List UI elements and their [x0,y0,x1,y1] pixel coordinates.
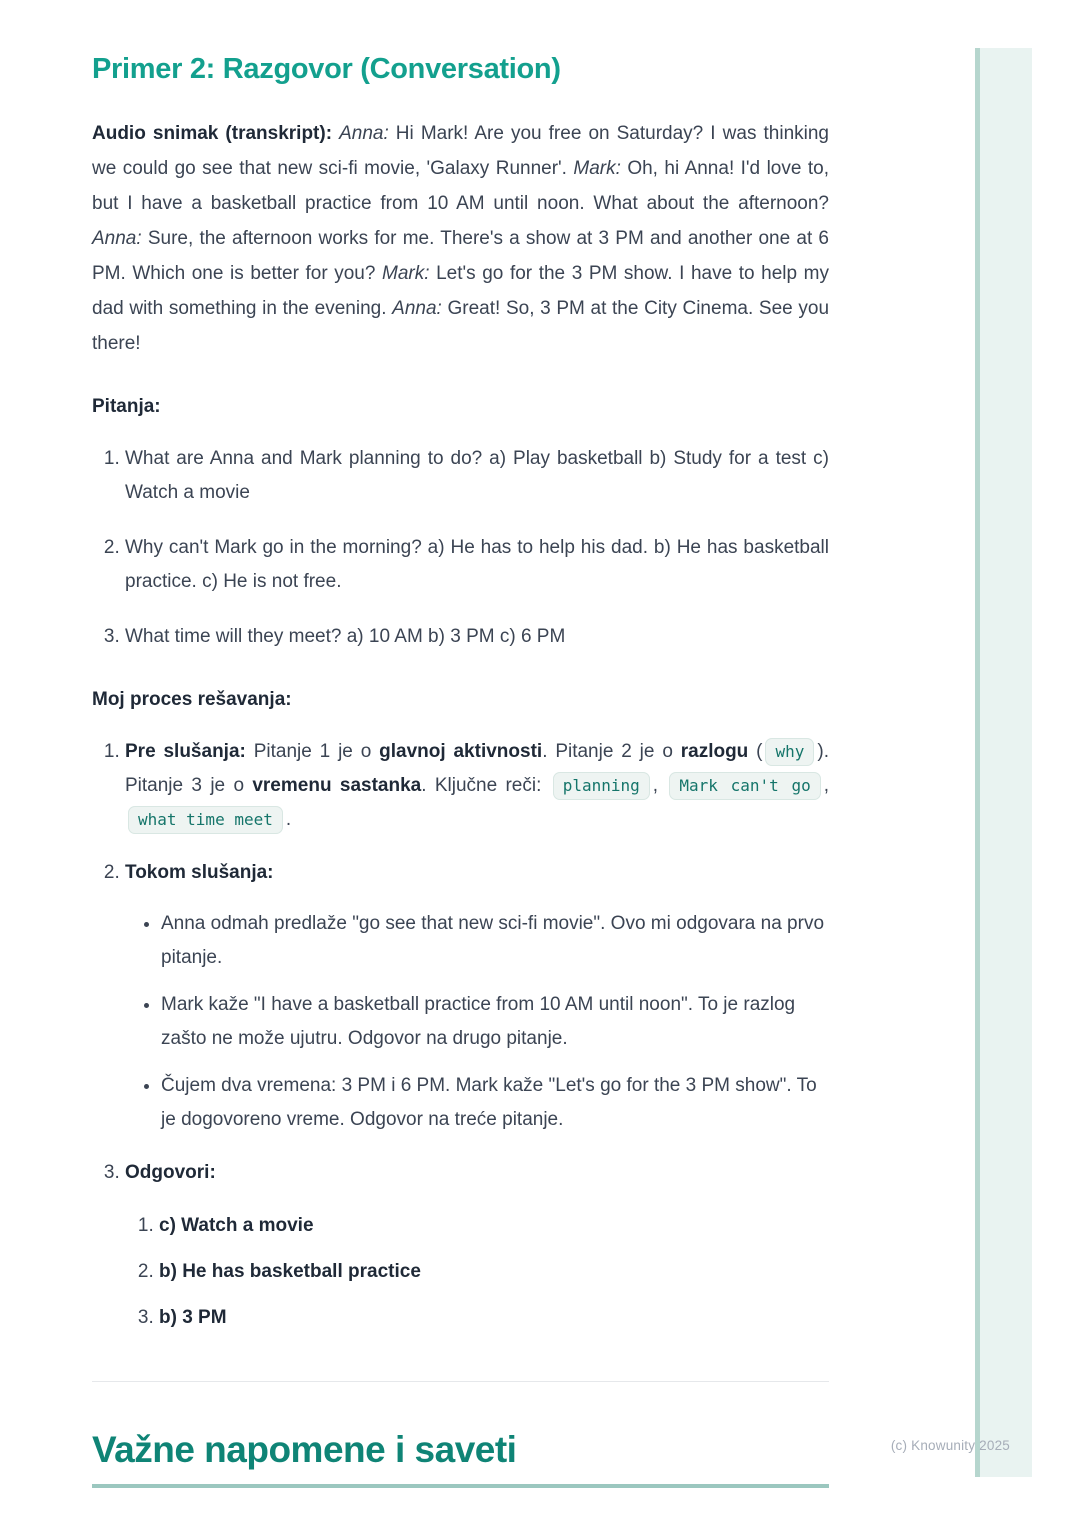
text-segment: vremenu sastanka [252,775,422,796]
text-segment: Anna: [339,123,389,144]
keyword-badge: Mark can't go [669,772,820,800]
text-segment: Great! So, 3 PM at the City Cinema. See you there! [92,298,830,354]
questions-list [92,442,829,654]
text-segment: Anna: [92,228,142,249]
copyright-watermark: (c) Knowunity 2025 [890,1438,1010,1453]
text-segment: Pre slušanja: [125,741,254,762]
answers-label: Odgovori: [125,1162,216,1183]
text-segment: ). Pitanje 3 je o [125,741,829,796]
text-segment: . Pitanje 2 je o [542,741,681,762]
text-segment: Let's go for the 3 PM show. I have to help my dad with something in the evening. [92,263,829,319]
answer-text-1: c) Watch a movie [159,1215,314,1236]
process-label [92,682,829,717]
answer-text-3: b) 3 PM [159,1307,227,1328]
text-segment: Sure, the afternoon works for me. There's a show at 3 PM and another one at 6 PM. Which one is better for you? [92,228,829,284]
content-column [92,0,829,1488]
text-segment: . Ključne reči: [421,775,550,796]
answer-item-2 [159,1255,829,1289]
text-segment: . [285,809,292,830]
text-segment: Pitanje 1 je o [253,741,380,762]
keyword-badge: what time meet [128,806,283,834]
questions-label [92,389,829,424]
keyword-badge: planning [553,772,650,800]
question-item-2: 2. Why can't Mark go in the morning? a) He has to help his dad. b) He has basketball practice. c) He is not free. [125,531,829,599]
text-segment: Oh, hi Anna! I'd love to, but I have a basketball practice from 10 AM until noon. What about the afternoon? [92,158,829,214]
answer-item-1 [159,1209,829,1243]
section-divider [92,1381,829,1382]
text-segment: razlogu [680,741,749,762]
answer-text-2: b) He has basketball practice [159,1261,421,1282]
text-segment: Audio snimak (transkript): [92,123,340,144]
process-step-answers [125,1156,829,1335]
text-segment: glavnoj aktivnosti [379,741,543,762]
text-segment: ( [748,741,763,762]
process-label-text: Moj proces rešavanja: [92,689,292,710]
process-step-during-listening [125,856,829,1137]
text-segment: Mark: [573,158,621,179]
observation-item-2: • Mark kaže "I have a basketball practice from 10 AM until noon". To je razlog zašto ne može ujutru. Odgovor na drugo pitanje. [161,988,829,1056]
text-segment: Mark: [382,263,430,284]
transcript-paragraph [92,116,829,361]
text-segment: , [652,775,667,796]
text-segment: Hi Mark! Are you free on Saturday? I was thinking we could go see that new sci-fi movie, 'Galaxy Runner'. [92,123,829,179]
answers-list [125,1209,829,1335]
notes-heading: Važne napomene i saveti [92,1428,829,1488]
section-title: Primer 2: Razgovor (Conversation) [92,53,561,85]
answer-item-3 [159,1301,829,1335]
process-step-pre-listening [125,735,829,837]
observations-list [125,907,829,1137]
observation-item-1: • Anna odmah predlaže "go see that new sci-fi movie". Ovo mi odgovara na prvo pitanje. [161,907,829,975]
text-segment: Anna: [392,298,442,319]
process-list [92,735,829,1335]
question-item-1: 1. What are Anna and Mark planning to do? a) Play basketball b) Study for a test c) Watch a movie [125,442,829,510]
during-listening-label: Tokom slušanja: [125,862,274,883]
text-segment: , [823,775,829,796]
question-item-3: 3. What time will they meet? a) 10 AM b) 3 PM c) 6 PM [125,620,829,654]
observation-item-3: • Čujem dva vremena: 3 PM i 6 PM. Mark kaže "Let's go for the 3 PM show". To je dogovoreno vreme. Odgovor na treće pitanje. [161,1069,829,1137]
side-accent-bar [975,48,1032,1477]
keyword-badge: why [765,738,814,766]
questions-label-text: Pitanja: [92,396,161,417]
